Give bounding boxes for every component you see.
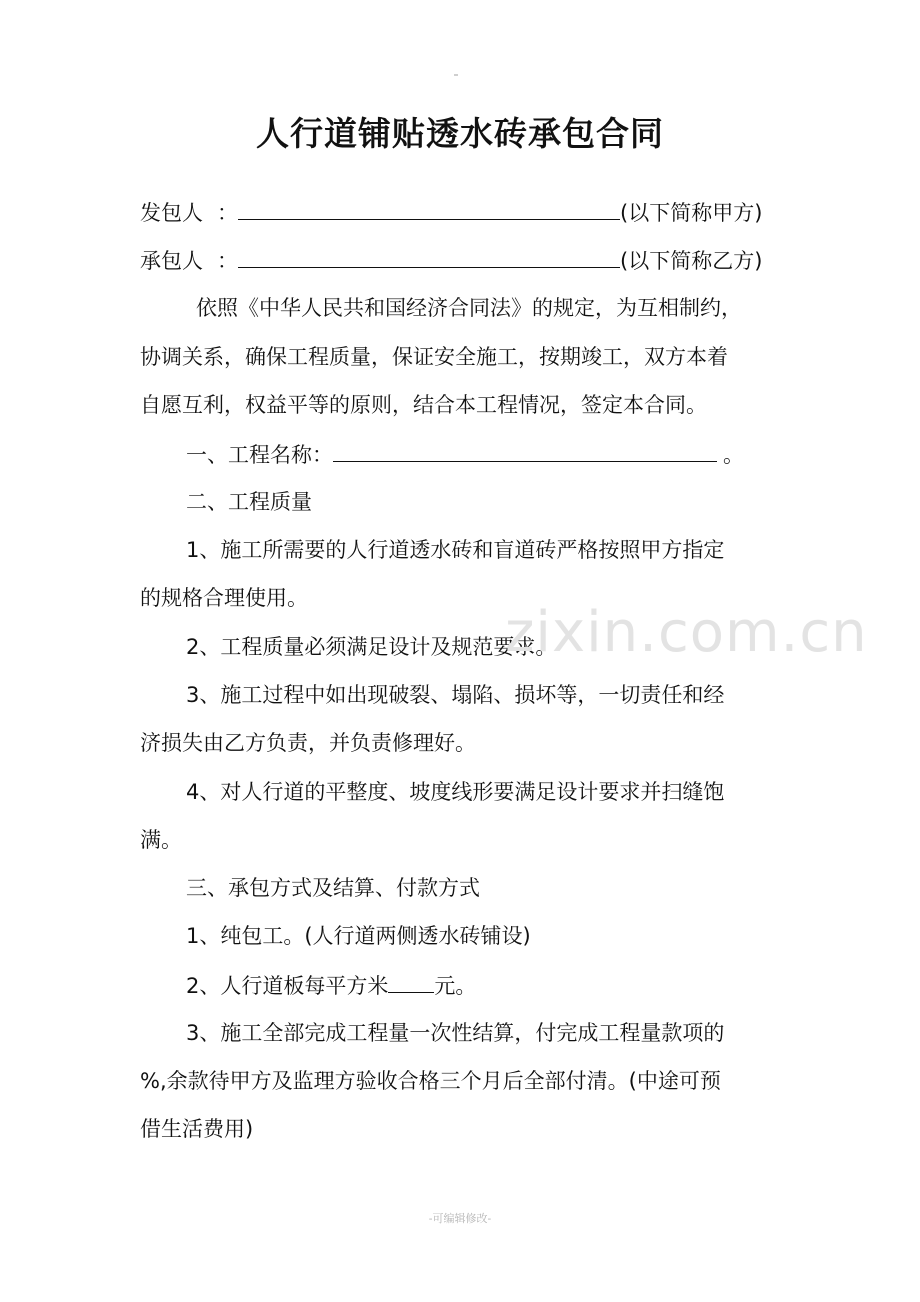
payment-item-3-line-1: 3、施工全部完成工程量一次性结算，付完成工程量款项的 bbox=[186, 1021, 725, 1045]
payment-item-3-line-3: 借生活费用) bbox=[140, 1117, 254, 1141]
project-name-end: 。 bbox=[723, 443, 744, 467]
payment-item-1: 1、纯包工。(人行道两侧透水砖铺设) bbox=[186, 924, 531, 948]
contract-title: 人行道铺贴透水砖承包合同 bbox=[256, 114, 664, 153]
project-name-label: 一、工程名称： bbox=[186, 443, 333, 467]
party-a-colon: ： bbox=[217, 201, 238, 225]
quality-item-3-line-2: 济损失由乙方负责，并负责修理好。 bbox=[140, 731, 476, 755]
project-name-line bbox=[186, 439, 846, 470]
payment-item-3-line-2: %,余款待甲方及监理方验收合格三个月后全部付清。(中途可预 bbox=[140, 1069, 721, 1093]
section-2-heading: 二、工程质量 bbox=[186, 490, 312, 514]
party-a-label: 发包人 bbox=[140, 201, 203, 225]
quality-item-4-line-2: 满。 bbox=[140, 828, 182, 852]
watermark: zixin.com.cn bbox=[505, 600, 868, 665]
party-b-colon: ： bbox=[217, 249, 238, 273]
intro-line-3: 自愿互利，权益平等的原则，结合本工程情况，签定本合同。 bbox=[140, 393, 707, 417]
party-a-suffix: (以下简称甲方) bbox=[620, 201, 763, 225]
project-name-blank[interactable] bbox=[333, 439, 717, 462]
payment-item-2-suffix: 元。 bbox=[434, 974, 477, 998]
quality-item-4-line-1: 4、对人行道的平整度、坡度线形要满足设计要求并扫缝饱 bbox=[186, 780, 725, 804]
header-mark bbox=[454, 74, 458, 76]
party-a-blank[interactable] bbox=[238, 197, 620, 220]
section-3-heading: 三、承包方式及结算、付款方式 bbox=[186, 876, 480, 900]
intro-line-1: 依照《中华人民共和国经济合同法》的规定，为互相制约， bbox=[196, 296, 742, 320]
quality-item-2: 2、工程质量必须满足设计及规范要求。 bbox=[186, 635, 557, 659]
party-b-blank[interactable] bbox=[238, 245, 620, 268]
party-b-label: 承包人 bbox=[140, 249, 203, 273]
party-a-line bbox=[140, 197, 800, 228]
intro-line-2: 协调关系，确保工程质量，保证安全施工，按期竣工，双方本着 bbox=[140, 345, 728, 369]
quality-item-1-line-2: 的规格合理使用。 bbox=[140, 586, 308, 610]
payment-item-2 bbox=[186, 970, 846, 1001]
party-b-suffix: (以下简称乙方) bbox=[620, 249, 763, 273]
quality-item-1-line-1: 1、施工所需要的人行道透水砖和盲道砖严格按照甲方指定 bbox=[186, 538, 725, 562]
party-b-line bbox=[140, 245, 800, 276]
page-footer: -可编辑修改- bbox=[428, 1212, 492, 1225]
payment-item-2-prefix: 2、人行道板每平方米 bbox=[186, 974, 389, 998]
unit-price-blank[interactable] bbox=[388, 970, 434, 993]
quality-item-3-line-1: 3、施工过程中如出现破裂、塌陷、损坏等，一切责任和经 bbox=[186, 683, 725, 707]
